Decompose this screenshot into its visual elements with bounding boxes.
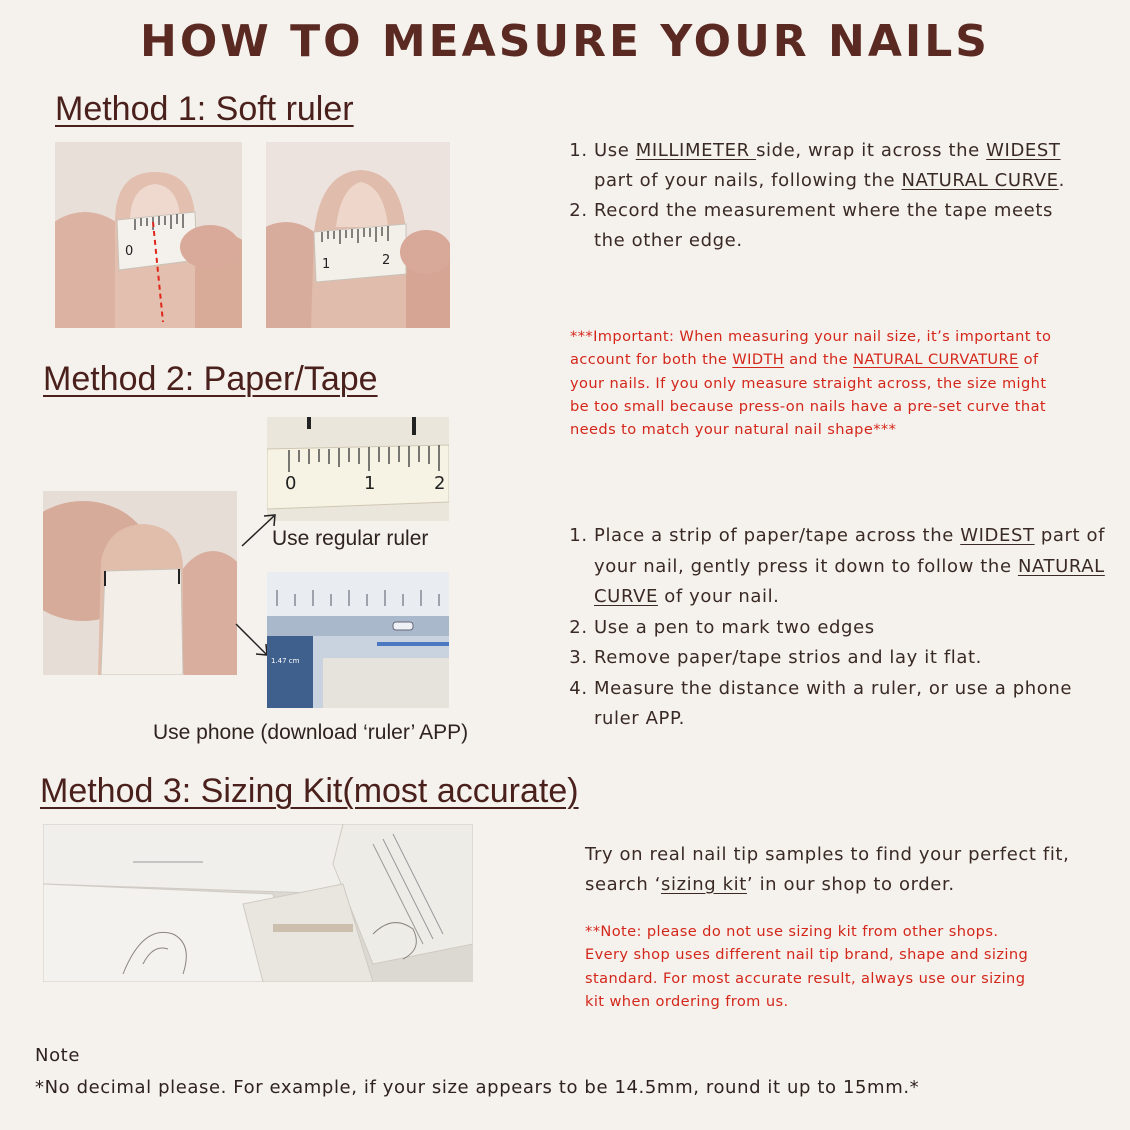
method2-step-4: 4. Measure the distance with a ruler, or use a phone ruler APP. — [594, 674, 1108, 735]
regular-ruler-photo — [267, 417, 449, 521]
paper-tape-photo — [43, 491, 237, 675]
soft-ruler-photo-side — [266, 142, 450, 328]
arrow-to-phone-icon — [232, 620, 272, 660]
method2-heading: Method 2: Paper/Tape — [43, 360, 378, 398]
method1-step-2: 2. Record the measurement where the tape meets the other edge. — [594, 196, 1088, 256]
method2-step-1: 1. Place a strip of paper/tape across the WIDEST part of your nail, gently press it down to follow the NATURAL CURVE of your nail. — [594, 521, 1108, 613]
method1-steps — [568, 136, 1088, 256]
tick-label: 0 — [285, 473, 297, 494]
caption-phone-app: Use phone (download ‘ruler’ APP) — [153, 721, 469, 744]
tick-label: 0 — [125, 244, 134, 259]
phone-ruler-photo — [267, 572, 449, 708]
method3-heading: Method 3: Sizing Kit(most accurate) — [40, 772, 579, 810]
tick-label: 1 — [322, 257, 331, 272]
tick-label: 2 — [434, 473, 446, 494]
method3-intro: Try on real nail tip samples to find your perfect fit, search ‘sizing kit’ in our shop to order. — [585, 844, 1070, 895]
page-title: HOW TO MEASURE YOUR NAILS — [140, 16, 990, 67]
important-note: ***Important: When measuring your nail size, it’s important to account for both the WIDTH and the NATURAL CURVATURE of your nails. If you only measure straight across, the size might be too small because press-on nails have a pre-set curve that needs to match your natural nail shape*** — [570, 328, 1052, 439]
footer-note-text: *No decimal please. For example, if your size appears to be 14.5mm, round it up to 15mm.* — [35, 1077, 920, 1098]
soft-ruler-photo-front — [55, 142, 242, 328]
footer-note-label: Note — [35, 1045, 81, 1066]
method2-step-2: 2. Use a pen to mark two edges — [594, 613, 1108, 644]
phone-ruler-readout: 1.47 cm — [271, 657, 300, 665]
caption-regular-ruler: Use regular ruler — [272, 527, 429, 550]
method2-steps — [568, 521, 1108, 735]
method1-heading: Method 1: Soft ruler — [55, 90, 354, 128]
tick-label: 2 — [382, 253, 391, 268]
method1-step-1: 1. Use MILLIMETER side, wrap it across the WIDEST part of your nails, following the NATURAL CURVE. — [594, 136, 1088, 196]
method2-step-3: 3. Remove paper/tape strios and lay it flat. — [594, 643, 1108, 674]
sizing-kit-photo — [43, 824, 473, 982]
sizing-kit-note: **Note: please do not use sizing kit from other shops. Every shop uses different nail tip brand, shape and sizing standard. For most accurate result, always use our sizing kit when ordering from us. — [585, 923, 1029, 1010]
tick-label: 1 — [364, 473, 376, 494]
